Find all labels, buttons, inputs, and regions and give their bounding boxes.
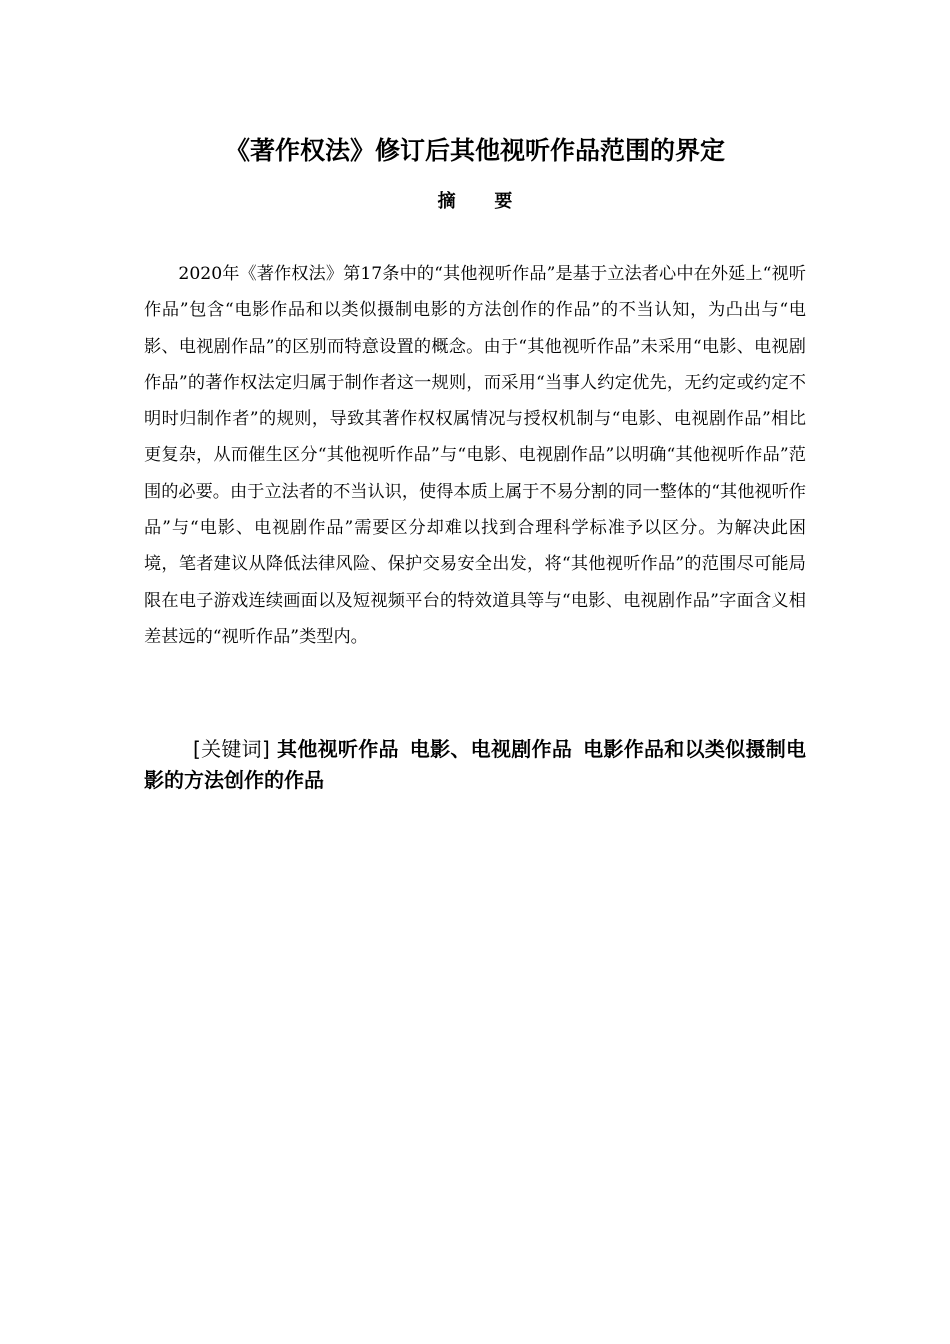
abstract-body: 2020年《著作权法》第17条中的“其他视听作品”是基于立法者心中在外延上“视听作品”包含“电影作品和以类似摄制电影的方法创作的作品”的不当认知，为凸出与“电影、电视剧作品”的区别而特意设置的概念。由于“其他视听作品”未采用“电影、电视剧作品”的著作权法定归属于制作者这一规则，而采用“当事人约定优先，无约定或约定不明时归制作者”的规则，导致其著作权权属情况与授权机制与“电影、电视剧作品”相比更复杂，从而催生区分“其他视听作品”与“电影、电视剧作品”以明确“其他视听作品”范围的必要。由于立法者的不当认识，使得本质上属于不易分割的同一整体的“其他视听作品”与“电影、电视剧作品”需要区分却难以找到合理科学标准予以区分。为解决此困境，笔者建议从降低法律风险、保护交易安全出发，将“其他视听作品”的范围尽可能局限在电子游戏连续画面以及短视频平台的特效道具等与“电影、电视剧作品”字面含义相差甚远的“视听作品”类型内。 [144, 264, 806, 647]
keyword-item: 其他视听作品 [277, 737, 399, 761]
keyword-item: 电影作品和以类似摄制电影的方法创作的作品 [144, 737, 807, 792]
keywords-section [144, 734, 806, 796]
keyword-item: 电影、电视剧作品 [409, 737, 573, 761]
document-title: 《著作权法》修订后其他视听作品范围的界定 [224, 136, 725, 165]
abstract-heading: 摘 要 [437, 191, 529, 212]
keywords-label: [关键词] [193, 737, 270, 761]
